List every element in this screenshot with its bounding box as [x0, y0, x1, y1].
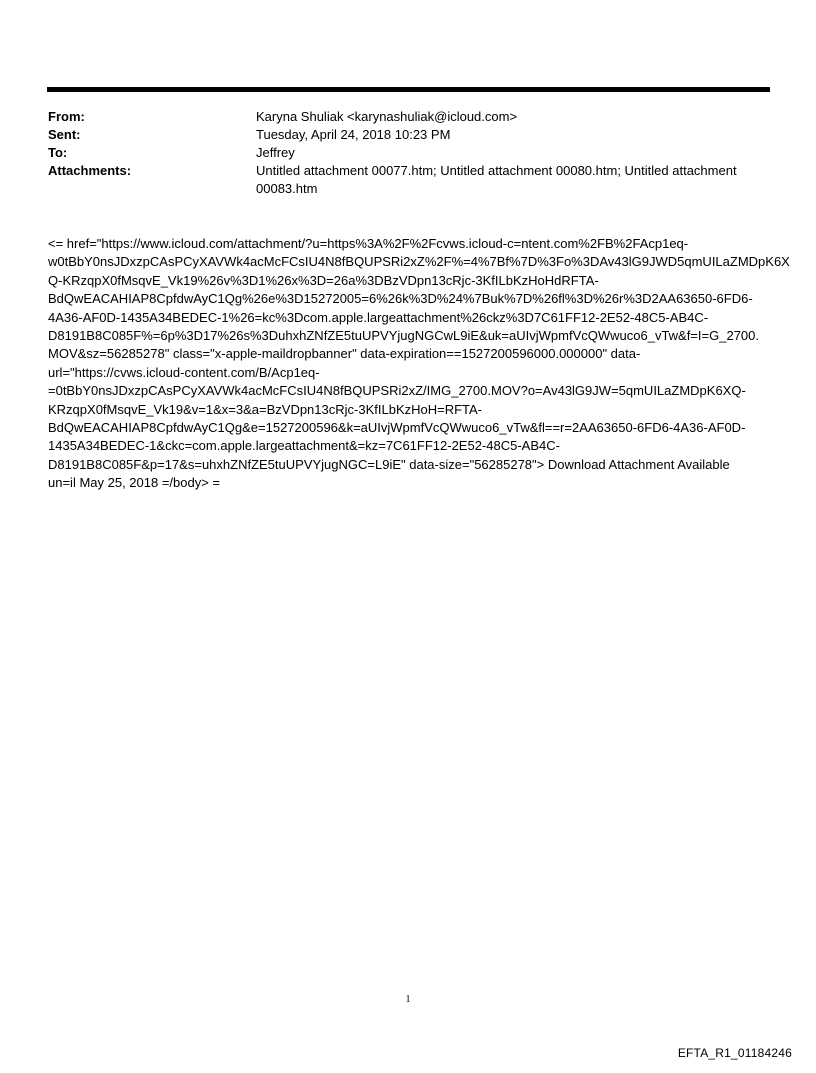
- body-line: BdQwEACAHIAP8CpfdwAyC1Qg%26e%3D15272005=6%26k%3D%24%7Buk%7D%26fl%3D%26r%3D2AA63650-6FD6-: [48, 291, 753, 307]
- body-line: D8191B8C085F%=6p%3D17%26s%3DuhxhZNfZE5tuUPVYjugNGCwL9iE&uk=aUIvjWpmfVcQWwuco6_vTw&f=I=G_2700.: [48, 328, 760, 344]
- body-line: 4A36-AF0D-1435A34BEDEC-1%26=kc%3Dcom.apple.largeattachment%26ckz%3D7C61FF12-2E52-48C5-AB4C-: [48, 309, 709, 325]
- attachments-line: 00083.htm: [256, 181, 318, 196]
- body-line: MOV&sz=56285278" class="x-apple-maildropbanner" data-expiration==1527200596000.000000" data-: [48, 346, 641, 362]
- attachments-value: [256, 162, 770, 198]
- body-line: url="https://cvws.icloud-content.com/B/Acp1eq-: [48, 364, 320, 380]
- body-line: Q-KRzqpX0fMsqvE_Vk19%26v%3D1%26x%3D=26a%3DBzVDpn13cRjc-3KfILbKzHoHdRFTA-: [48, 272, 599, 288]
- to-label: To:: [48, 145, 68, 160]
- body-line: KRzqpX0fMsqvE_Vk19&v=1&x=3&a=BzVDpn13cRjc-3KfILbKzHoH=RFTA-: [48, 401, 483, 417]
- from-value: Karyna Shuliak <karynashuliak@icloud.com>: [256, 109, 518, 124]
- document-id: EFTA_R1_01184246: [677, 1046, 792, 1060]
- sent-value: Tuesday, April 24, 2018 10:23 PM: [256, 127, 451, 142]
- body-line: D8191B8C085F&p=17&s=uhxhZNfZE5tuUPVYjugNGC=L9iE" data-size="56285278"> Download Attachment Available: [48, 456, 730, 472]
- from-row: [48, 108, 770, 126]
- body-line: <= href="https://www.icloud.com/attachment/?u=https%3A%2F%2Fcvws.icloud-c=ntent.com%2FB%2FAcp1eq-: [48, 236, 689, 251]
- body-line: =0tBbY0nsJDxzpCAsPCyXAVWk4acMcFCsIU4N8fBQUPSRi2xZ/IMG_2700.MOV?o=Av43lG9JW=5qmUILaZMDpK6XQ-: [48, 383, 746, 399]
- attachments-label: Attachments:: [48, 163, 132, 178]
- sent-label: Sent:: [48, 127, 81, 142]
- body-line: 1435A34BEDEC-1&ckc=com.apple.largeattachment&=kz=7C61FF12-2E52-48C5-AB4C-: [48, 438, 560, 454]
- email-body: [48, 235, 790, 493]
- to-value: Jeffrey: [256, 145, 295, 160]
- to-row: [48, 144, 770, 162]
- body-line: un=il May 25, 2018 =/body> =: [48, 475, 221, 491]
- body-line: BdQwEACAHIAP8CpfdwAyC1Qg&e=1527200596&k=aUIvjWpmfVcQWwuco6_vTw&fl==r=2AA63650-6FD6-4A36-AF0D-: [48, 420, 746, 436]
- from-label: From:: [48, 109, 85, 124]
- email-header: [48, 108, 770, 198]
- attachments-line: Untitled attachment 00077.htm; Untitled attachment 00080.htm; Untitled attachment: [256, 163, 737, 178]
- header-rule: [47, 87, 770, 92]
- page-number: 1: [405, 994, 411, 1005]
- attachments-row: [48, 162, 770, 198]
- body-line: w0tBbY0nsJDxzpCAsPCyXAVWk4acMcFCsIU4N8fBQUPSRi2xZ%2F%=4%7Bf%7D%3Fo%3DAv43lG9JWD5qmUILaZMDpK6X: [48, 254, 790, 270]
- sent-row: [48, 126, 770, 144]
